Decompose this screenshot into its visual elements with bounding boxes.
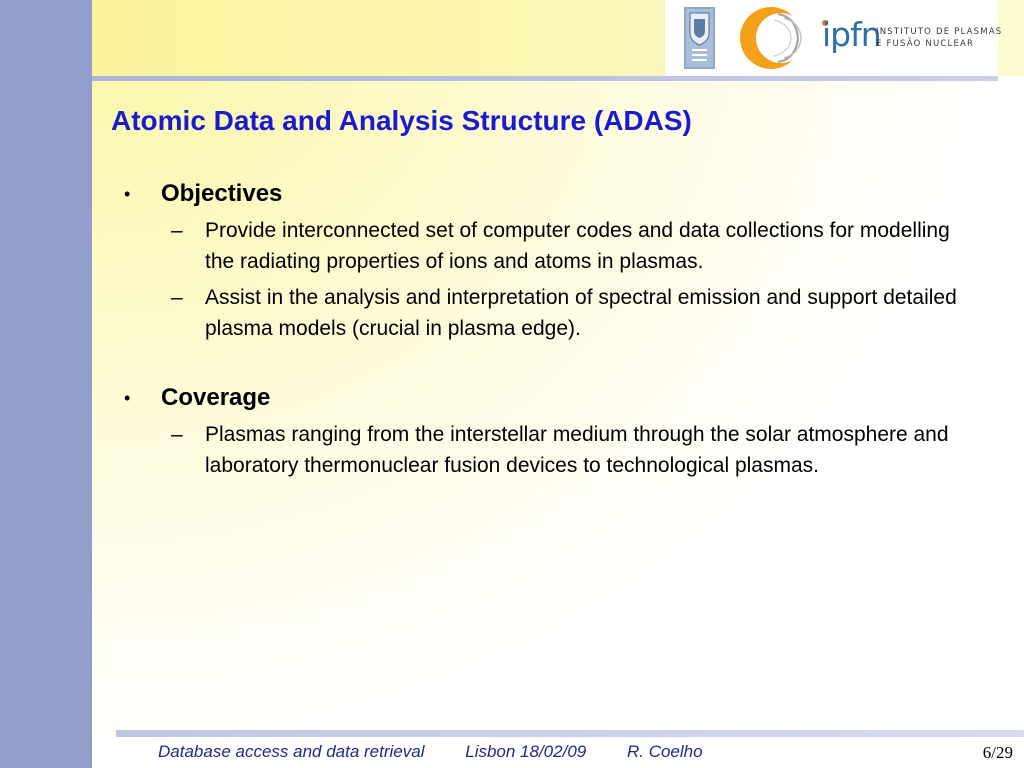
dash-icon: – <box>171 423 183 446</box>
footer-place-date: Lisbon 18/02/09 <box>465 742 587 761</box>
slide-title: Atomic Data and Analysis Structure (ADAS) <box>111 105 692 136</box>
section-heading <box>111 172 981 216</box>
objective-text: Assist in the analysis and interpretation of spectral emission and support detailed plasma models (crucial in plasma edge). <box>205 286 957 340</box>
objective-item <box>111 216 981 277</box>
ipfn-institute-name <box>876 26 1002 50</box>
footer-info <box>158 740 703 764</box>
bullet-icon: • <box>124 184 131 204</box>
objective-item <box>111 283 981 344</box>
section-objectives <box>111 172 981 344</box>
ist-shield-logo <box>684 7 715 69</box>
ipfn-line-2: E FUSÃO NUCLEAR <box>876 39 975 49</box>
footer-rule <box>116 730 1024 737</box>
dash-icon: – <box>171 286 183 309</box>
coverage-item <box>111 420 981 481</box>
bullet-icon: • <box>124 388 131 408</box>
section-heading <box>111 376 981 420</box>
header-rule <box>92 76 998 81</box>
section-title-coverage: Coverage <box>161 384 271 411</box>
left-sidebar-bar <box>0 0 92 768</box>
dash-icon: – <box>171 219 183 242</box>
slide-content <box>111 172 981 513</box>
section-title-objectives: Objectives <box>161 180 283 207</box>
footer-talk-title: Database access and data retrieval <box>158 742 425 761</box>
ipfn-wordmark: ipfn <box>822 15 881 54</box>
coverage-text: Plasmas ranging from the interstellar medium through the solar atmosphere and laboratory thermonuclear fusion devices to technological plasmas. <box>205 423 949 477</box>
section-coverage <box>111 376 981 481</box>
ipfn-line-1: INSTITUTO DE PLASMAS <box>876 27 1003 37</box>
footer-author: R. Coelho <box>626 742 703 761</box>
objective-text: Provide interconnected set of computer codes and data collections for modelling the radiating properties of ions and atoms in plasmas. <box>205 219 950 273</box>
page-number: 6/29 <box>982 743 1013 762</box>
ipfn-crescent-logo <box>738 5 804 71</box>
